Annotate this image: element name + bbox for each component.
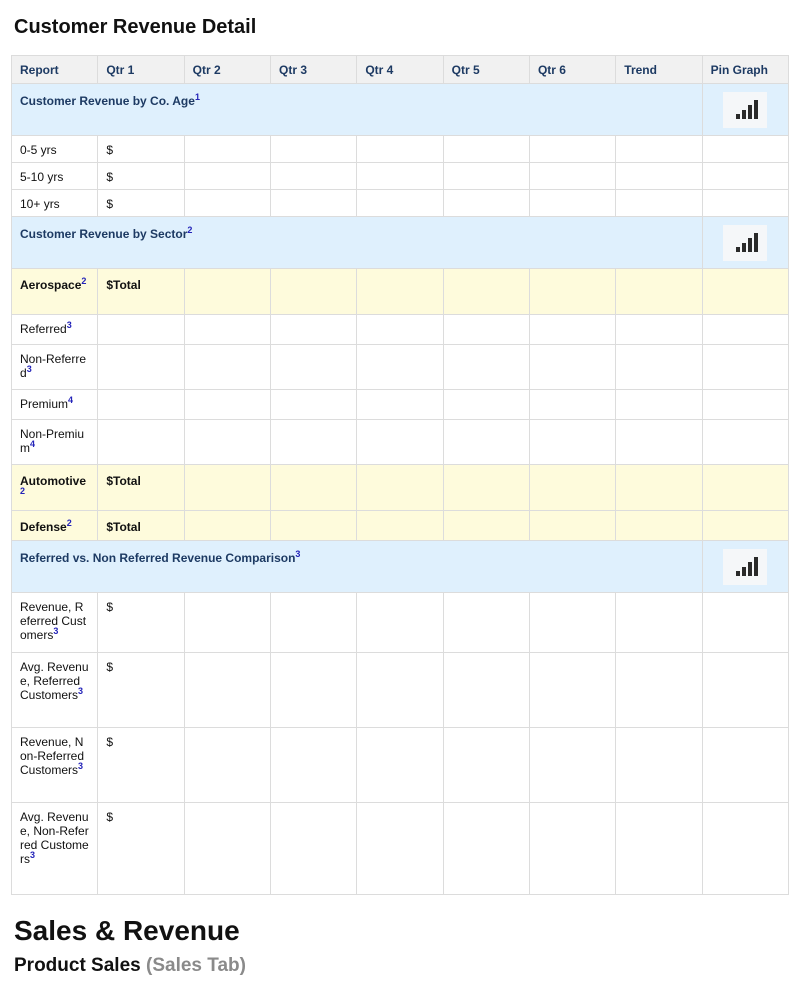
qtr2-cell: [184, 511, 270, 541]
pin-graph-cell: [702, 269, 788, 315]
qtr6-cell: [529, 511, 615, 541]
footnote-ref[interactable]: 3: [295, 549, 301, 559]
row-label: [12, 269, 98, 315]
qtr5-cell: [443, 465, 529, 511]
footnote-ref[interactable]: 4: [30, 439, 36, 449]
trend-cell: [616, 465, 702, 511]
pin-graph-button[interactable]: [723, 92, 767, 128]
qtr3-cell: [270, 511, 356, 541]
qtr6-cell: [529, 803, 615, 895]
row-label: [12, 465, 98, 511]
qtr4-cell: [357, 728, 443, 803]
row-label: [12, 345, 98, 390]
pin-graph-cell: [702, 136, 788, 163]
row-label-text: Automotive: [20, 474, 86, 488]
pin-graph-cell: [702, 465, 788, 511]
pin-graph-button[interactable]: [723, 549, 767, 585]
table-row: [12, 345, 789, 390]
trend-cell: [616, 315, 702, 345]
qtr3-cell: [270, 420, 356, 465]
qtr3-cell: [270, 653, 356, 728]
section-title: [12, 217, 703, 269]
qtr5-cell: [443, 803, 529, 895]
row-label: [12, 390, 98, 420]
footnote-ref[interactable]: 3: [78, 761, 84, 771]
qtr1-cell: $Total: [98, 465, 184, 511]
qtr5-cell: [443, 190, 529, 217]
qtr6-cell: [529, 465, 615, 511]
qtr2-cell: [184, 269, 270, 315]
qtr6-cell: [529, 728, 615, 803]
qtr3-cell: [270, 163, 356, 190]
row-label-text: Aerospace: [20, 278, 82, 292]
pin-graph-button[interactable]: [723, 225, 767, 261]
qtr4-cell: [357, 315, 443, 345]
row-label: [12, 136, 98, 163]
qtr6-cell: [529, 653, 615, 728]
row-label-text: Defense: [20, 520, 67, 534]
footnote-ref[interactable]: 2: [66, 518, 72, 528]
qtr4-cell: [357, 390, 443, 420]
qtr2-cell: [184, 728, 270, 803]
qtr1-cell: $: [98, 593, 184, 653]
qtr5-cell: [443, 345, 529, 390]
qtr6-cell: [529, 420, 615, 465]
table-row: [12, 728, 789, 803]
row-label-text: Avg. Revenue, Non-Referred Customers: [20, 810, 89, 866]
qtr1-cell: $: [98, 803, 184, 895]
qtr2-cell: [184, 345, 270, 390]
trend-cell: [616, 163, 702, 190]
qtr6-cell: [529, 136, 615, 163]
trend-cell: [616, 345, 702, 390]
subsection-note: (Sales Tab): [146, 955, 246, 976]
qtr1-cell: [98, 390, 184, 420]
pin-graph-cell: [702, 593, 788, 653]
row-label: [12, 511, 98, 541]
qtr1-cell: $: [98, 653, 184, 728]
pin-graph-cell: [702, 728, 788, 803]
customer-revenue-table: [11, 55, 789, 895]
row-label-text: Avg. Revenue, Referred Customers: [20, 660, 89, 702]
footnote-ref[interactable]: 3: [66, 320, 72, 330]
qtr6-cell: [529, 390, 615, 420]
qtr2-cell: [184, 390, 270, 420]
row-label: [12, 803, 98, 895]
qtr2-cell: [184, 136, 270, 163]
pin-graph-cell: [702, 420, 788, 465]
section-label: Referred vs. Non Referred Revenue Comparison: [20, 551, 296, 565]
qtr5-cell: [443, 593, 529, 653]
qtr3-cell: [270, 390, 356, 420]
qtr5-cell: [443, 653, 529, 728]
total-row: [12, 511, 789, 541]
qtr3-cell: [270, 315, 356, 345]
col-header-pin-graph: Pin Graph: [702, 56, 788, 84]
qtr5-cell: [443, 269, 529, 315]
row-label-text: Non-Referred: [20, 352, 87, 380]
footnote-ref[interactable]: 2: [187, 225, 193, 235]
qtr5-cell: [443, 315, 529, 345]
trend-cell: [616, 511, 702, 541]
col-header-qtr2: Qtr 2: [184, 56, 270, 84]
section-title: Sales & Revenue: [14, 915, 240, 946]
subsection-label: Product Sales: [14, 955, 141, 976]
row-label-text: Revenue, Referred Customers: [20, 600, 87, 642]
total-row: [12, 465, 789, 511]
section-label: Customer Revenue by Sector: [20, 227, 188, 241]
qtr6-cell: [529, 315, 615, 345]
qtr1-cell: $: [98, 728, 184, 803]
qtr2-cell: [184, 653, 270, 728]
qtr3-cell: [270, 465, 356, 511]
footnote-ref[interactable]: 3: [30, 850, 36, 860]
qtr4-cell: [357, 593, 443, 653]
row-label: [12, 728, 98, 803]
footnote-ref[interactable]: 3: [26, 364, 32, 374]
qtr3-cell: [270, 190, 356, 217]
qtr4-cell: [357, 420, 443, 465]
trend-cell: [616, 390, 702, 420]
pin-graph-cell: [702, 190, 788, 217]
col-header-trend: Trend: [616, 56, 702, 84]
qtr2-cell: [184, 593, 270, 653]
qtr1-cell: $Total: [98, 511, 184, 541]
qtr5-cell: [443, 728, 529, 803]
row-label-text: 0-5 yrs: [20, 143, 57, 157]
qtr2-cell: [184, 190, 270, 217]
footnote-ref[interactable]: 3: [53, 626, 59, 636]
qtr2-cell: [184, 803, 270, 895]
qtr3-cell: [270, 345, 356, 390]
pin-graph-cell: [702, 541, 788, 593]
footnote-ref[interactable]: 2: [20, 486, 26, 496]
table-row: [12, 315, 789, 345]
row-label: [12, 315, 98, 345]
qtr3-cell: [270, 136, 356, 163]
qtr1-cell: [98, 345, 184, 390]
pin-graph-cell: [702, 653, 788, 728]
trend-cell: [616, 190, 702, 217]
section-header-row: [12, 217, 789, 269]
qtr6-cell: [529, 163, 615, 190]
row-label: [12, 420, 98, 465]
table-row: [12, 593, 789, 653]
qtr4-cell: [357, 269, 443, 315]
table-row: [12, 803, 789, 895]
qtr5-cell: [443, 163, 529, 190]
section-label: Customer Revenue by Co. Age: [20, 94, 195, 108]
pin-graph-cell: [702, 84, 788, 136]
col-header-qtr6: Qtr 6: [529, 56, 615, 84]
total-row: [12, 269, 789, 315]
trend-cell: [616, 136, 702, 163]
trend-cell: [616, 653, 702, 728]
pin-graph-cell: [702, 315, 788, 345]
qtr6-cell: [529, 269, 615, 315]
qtr3-cell: [270, 803, 356, 895]
qtr5-cell: [443, 420, 529, 465]
pin-graph-cell: [702, 803, 788, 895]
qtr1-cell: [98, 315, 184, 345]
row-label-text: Non-Premium: [20, 427, 85, 455]
trend-cell: [616, 803, 702, 895]
table-row: [12, 653, 789, 728]
row-label-text: Referred: [20, 322, 67, 336]
qtr5-cell: [443, 136, 529, 163]
col-header-qtr4: Qtr 4: [357, 56, 443, 84]
qtr2-cell: [184, 315, 270, 345]
col-header-qtr1: Qtr 1: [98, 56, 184, 84]
qtr1-cell: $: [98, 190, 184, 217]
qtr1-cell: $: [98, 163, 184, 190]
col-header-qtr5: Qtr 5: [443, 56, 529, 84]
qtr2-cell: [184, 465, 270, 511]
pin-graph-cell: [702, 511, 788, 541]
qtr4-cell: [357, 163, 443, 190]
footnote-ref[interactable]: 4: [68, 395, 74, 405]
table-row: [12, 420, 789, 465]
qtr4-cell: [357, 803, 443, 895]
pin-graph-cell: [702, 390, 788, 420]
qtr2-cell: [184, 163, 270, 190]
row-label-text: Revenue, Non-Referred Customers: [20, 735, 85, 777]
qtr5-cell: [443, 390, 529, 420]
qtr4-cell: [357, 465, 443, 511]
qtr2-cell: [184, 420, 270, 465]
col-header-qtr3: Qtr 3: [270, 56, 356, 84]
qtr4-cell: [357, 511, 443, 541]
section-title: [12, 541, 703, 593]
trend-cell: [616, 593, 702, 653]
qtr4-cell: [357, 345, 443, 390]
row-label-text: 5-10 yrs: [20, 170, 64, 184]
footnote-ref[interactable]: 1: [194, 92, 200, 102]
pin-graph-cell: [702, 163, 788, 190]
col-header-report: Report: [12, 56, 98, 84]
row-label: [12, 190, 98, 217]
qtr4-cell: [357, 136, 443, 163]
table-row: [12, 390, 789, 420]
trend-cell: [616, 420, 702, 465]
footnote-ref[interactable]: 3: [78, 686, 84, 696]
table-row: [12, 163, 789, 190]
qtr3-cell: [270, 269, 356, 315]
trend-cell: [616, 728, 702, 803]
pin-graph-cell: [702, 345, 788, 390]
section-header-row: [12, 541, 789, 593]
header-row: [12, 56, 789, 84]
qtr6-cell: [529, 190, 615, 217]
footnote-ref[interactable]: 2: [81, 276, 87, 286]
row-label: [12, 163, 98, 190]
row-label-text: Premium: [20, 397, 69, 411]
table-row: [12, 136, 789, 163]
qtr4-cell: [357, 190, 443, 217]
page-title: Customer Revenue Detail: [14, 16, 257, 38]
section-header-row: [12, 84, 789, 136]
row-label-text: 10+ yrs: [20, 197, 60, 211]
qtr4-cell: [357, 653, 443, 728]
qtr6-cell: [529, 345, 615, 390]
pin-graph-cell: [702, 217, 788, 269]
qtr1-cell: [98, 420, 184, 465]
subsection-title: [14, 955, 246, 977]
section-title: [12, 84, 703, 136]
qtr6-cell: [529, 593, 615, 653]
qtr5-cell: [443, 511, 529, 541]
qtr3-cell: [270, 593, 356, 653]
row-label: [12, 653, 98, 728]
trend-cell: [616, 269, 702, 315]
table-row: [12, 190, 789, 217]
qtr3-cell: [270, 728, 356, 803]
qtr1-cell: $Total: [98, 269, 184, 315]
row-label: [12, 593, 98, 653]
qtr1-cell: $: [98, 136, 184, 163]
